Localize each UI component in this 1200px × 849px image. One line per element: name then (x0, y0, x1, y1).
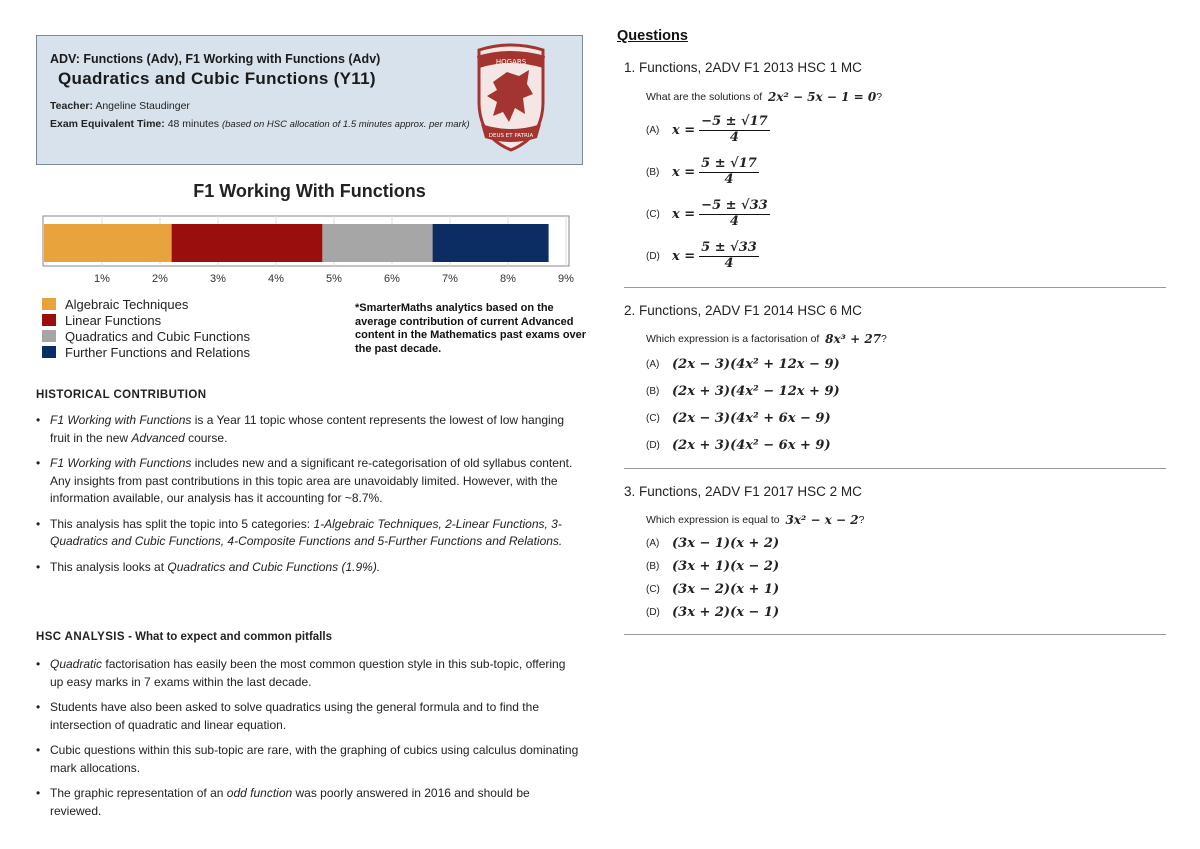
tick-label: 1% (94, 273, 110, 285)
legend-swatch (42, 330, 56, 342)
list-item (50, 742, 582, 777)
list-item (50, 412, 582, 447)
question-1-title: 1. Functions, 2ADV F1 2013 HSC 1 MC (624, 60, 862, 75)
legend-swatch (42, 298, 56, 310)
math-expression: (3x + 2)(x − 1) (672, 605, 780, 620)
list-item (50, 785, 582, 820)
option-label: (D) (646, 250, 660, 262)
bullet-text: includes new and a significant re-categorisation of old syllabus content. Any insights from past contributions in this topic area are unavoidably limited. However, with the information available, our analysis has it accounting for ~8.7%. (50, 456, 573, 505)
q1-option-b[interactable] (646, 157, 759, 187)
numerator: −5 ± √33 (701, 198, 768, 213)
q3-option-d[interactable] (646, 605, 779, 620)
q1-option-d[interactable] (646, 241, 759, 271)
q1-option-c[interactable] (646, 199, 770, 229)
legend-label: Quadratics and Cubic Functions (65, 328, 250, 344)
legend-item (42, 328, 250, 344)
bar-segment (433, 224, 549, 262)
denominator: 4 (729, 130, 739, 145)
historical-list (50, 412, 582, 584)
question-3-prompt (646, 513, 864, 527)
option-label: (C) (646, 208, 660, 220)
exam-time-value: 48 minutes (167, 118, 220, 130)
hsc-heading (36, 631, 332, 643)
denominator: 4 (724, 172, 734, 187)
list-item (50, 455, 582, 508)
list-item (50, 559, 582, 577)
legend-label: Further Functions and Relations (65, 344, 250, 360)
stacked-bar-chart (36, 210, 583, 294)
denominator: 4 (729, 214, 739, 229)
chart-note: *SmarterMaths analytics based on the average contribution of current Advanced content in the Mathematics past exams over the past decade. (355, 302, 587, 355)
legend-item (42, 296, 250, 312)
option-label: (A) (646, 359, 660, 370)
denominator: 4 (724, 256, 734, 271)
fraction (699, 199, 770, 229)
option-label: (C) (646, 584, 660, 595)
category-list: 1-Algebraic Techniques, 2-Linear Functions, 3-Quadratics and Cubic Functions, 4-Composite Functions and 5-Further Functions and Relations. (50, 516, 563, 548)
math-expression: (3x + 1)(x − 2) (672, 559, 780, 574)
option-label: (D) (646, 607, 660, 618)
q2-option-b[interactable] (646, 384, 840, 399)
legend-item (42, 344, 250, 360)
question-2-prompt (646, 332, 887, 346)
fraction (699, 157, 759, 187)
legend-label: Linear Functions (65, 312, 162, 328)
historical-heading: HISTORICAL CONTRIBUTION (36, 389, 207, 401)
bullet-text: factorisation has easily been the most common question style in this sub-topic, offering up easy marks in 7 exams within the last decade. (50, 657, 566, 689)
option-label: (C) (646, 413, 660, 424)
fraction (699, 115, 770, 145)
option-label: (B) (646, 561, 660, 572)
list-item (50, 516, 582, 551)
header-box (36, 35, 583, 165)
tick-label: 3% (210, 273, 226, 285)
exam-time-line (50, 117, 470, 132)
course-name: Advanced (131, 430, 185, 445)
bullet-text: The graphic representation of an (50, 786, 227, 800)
option-label: (D) (646, 440, 660, 451)
q2-option-a[interactable] (646, 357, 840, 372)
tick-label: 9% (558, 273, 574, 285)
list-item (50, 699, 582, 734)
legend-item (42, 312, 250, 328)
bullet-text: This analysis looks at (50, 559, 168, 574)
q3-option-c[interactable] (646, 582, 779, 597)
option-label: (A) (646, 538, 660, 549)
chart-title: F1 Working With Functions (193, 181, 426, 201)
q1-option-a[interactable] (646, 115, 770, 145)
teacher-label: Teacher: (50, 100, 93, 112)
numerator: −5 ± √17 (701, 114, 768, 129)
math-expression: 8x³ + 27 (825, 332, 882, 346)
math-expression: 3x² − x − 2 (785, 513, 859, 527)
question-mark: ? (876, 91, 883, 103)
math-expression: (3x − 2)(x + 1) (672, 582, 780, 597)
prompt-text: Which expression is a factorisation of (646, 333, 820, 345)
keyword: Quadratic (50, 657, 103, 671)
math-expression: (2x − 3)(4x² + 12x − 9) (672, 357, 840, 372)
option-label: (A) (646, 124, 660, 136)
bullet-text: Cubic questions within this sub-topic are rare, with the graphing of cubics using calculus dominating mark allocations. (50, 743, 579, 775)
math-expression: (2x + 3)(4x² − 6x + 9) (672, 438, 831, 453)
option-label: (B) (646, 166, 660, 178)
divider (624, 468, 1166, 469)
legend-swatch (42, 314, 56, 326)
divider (624, 287, 1166, 288)
teacher-name: Angeline Staudinger (95, 100, 190, 112)
q2-option-c[interactable] (646, 411, 831, 426)
bar-segment (322, 224, 432, 262)
fraction (699, 241, 759, 271)
tick-label: 5% (326, 273, 342, 285)
question-mark: ? (881, 333, 887, 345)
topic-name: F1 Working with Functions (50, 456, 192, 470)
bar-segment (44, 224, 172, 262)
crest-top-text: HOGARS (495, 58, 527, 66)
numerator: 5 ± √17 (701, 156, 757, 171)
question-3-title: 3. Functions, 2ADV F1 2017 HSC 2 MC (624, 484, 862, 499)
math-expression: (3x − 1)(x + 2) (672, 536, 780, 551)
bullet-text: was poorly answered in 2016 and should be reviewed. (50, 786, 530, 818)
math-expression: 2x² − 5x − 1 = 0 (768, 90, 877, 104)
tick-label: 6% (384, 273, 400, 285)
list-item (50, 656, 582, 691)
tick-label: 8% (500, 273, 516, 285)
bar-segment (172, 224, 323, 262)
option-label: (B) (646, 386, 660, 397)
school-crest-icon (473, 42, 549, 154)
math-lhs: x = (672, 164, 696, 180)
topic-share: Quadratics and Cubic Functions (1.9%). (167, 559, 381, 574)
question-1-prompt (646, 90, 882, 104)
exam-time-label: Exam Equivalent Time: (50, 118, 165, 130)
bullet-text: This analysis has split the topic into 5 categories: (50, 516, 314, 531)
bullet-text: course. (184, 430, 228, 445)
chart-legend (42, 296, 250, 360)
bullet-text: Students have also been asked to solve quadratics using the general formula and to find the intersection of quadratic and linear equation. (50, 700, 539, 732)
legend-swatch (42, 346, 56, 358)
hsc-list (50, 656, 582, 828)
topic-name: F1 Working with Functions (50, 413, 192, 427)
math-lhs: x = (672, 206, 696, 222)
q3-option-a[interactable] (646, 536, 779, 551)
bullet-text: is a Year 11 topic whose content represents the lowest of low hanging fruit in the new (50, 413, 565, 445)
hsc-heading-bold: HSC ANALYSIS (36, 631, 125, 643)
math-expression: (2x + 3)(4x² − 12x + 9) (672, 384, 840, 399)
tick-label: 7% (442, 273, 458, 285)
page-title: Quadratics and Cubic Functions (Y11) (58, 69, 376, 88)
question-mark: ? (858, 514, 865, 526)
question-2-title: 2. Functions, 2ADV F1 2014 HSC 6 MC (624, 303, 862, 318)
exam-time-note: (based on HSC allocation of 1.5 minutes approx. per mark) (221, 119, 470, 130)
q3-option-b[interactable] (646, 559, 779, 574)
tick-label: 2% (152, 273, 168, 285)
prompt-text: Which expression is equal to (646, 514, 780, 526)
crest-bottom-text: DEUS ET PATRIA (488, 133, 534, 139)
math-lhs: x = (672, 248, 696, 264)
tick-label: 4% (268, 273, 284, 285)
numerator: 5 ± √33 (701, 240, 757, 255)
hsc-heading-rest: - What to expect and common pitfalls (124, 631, 332, 643)
keyword: odd function (226, 786, 293, 800)
q2-option-d[interactable] (646, 438, 831, 453)
legend-label: Algebraic Techniques (65, 296, 189, 312)
teacher-line (50, 100, 190, 112)
math-lhs: x = (672, 122, 696, 138)
subject-line: ADV: Functions (Adv), F1 Working with Functions (Adv) (50, 52, 381, 66)
questions-heading: Questions (617, 28, 688, 44)
divider (624, 634, 1166, 635)
prompt-text: What are the solutions of (646, 91, 763, 103)
math-expression: (2x − 3)(4x² + 6x − 9) (672, 411, 831, 426)
